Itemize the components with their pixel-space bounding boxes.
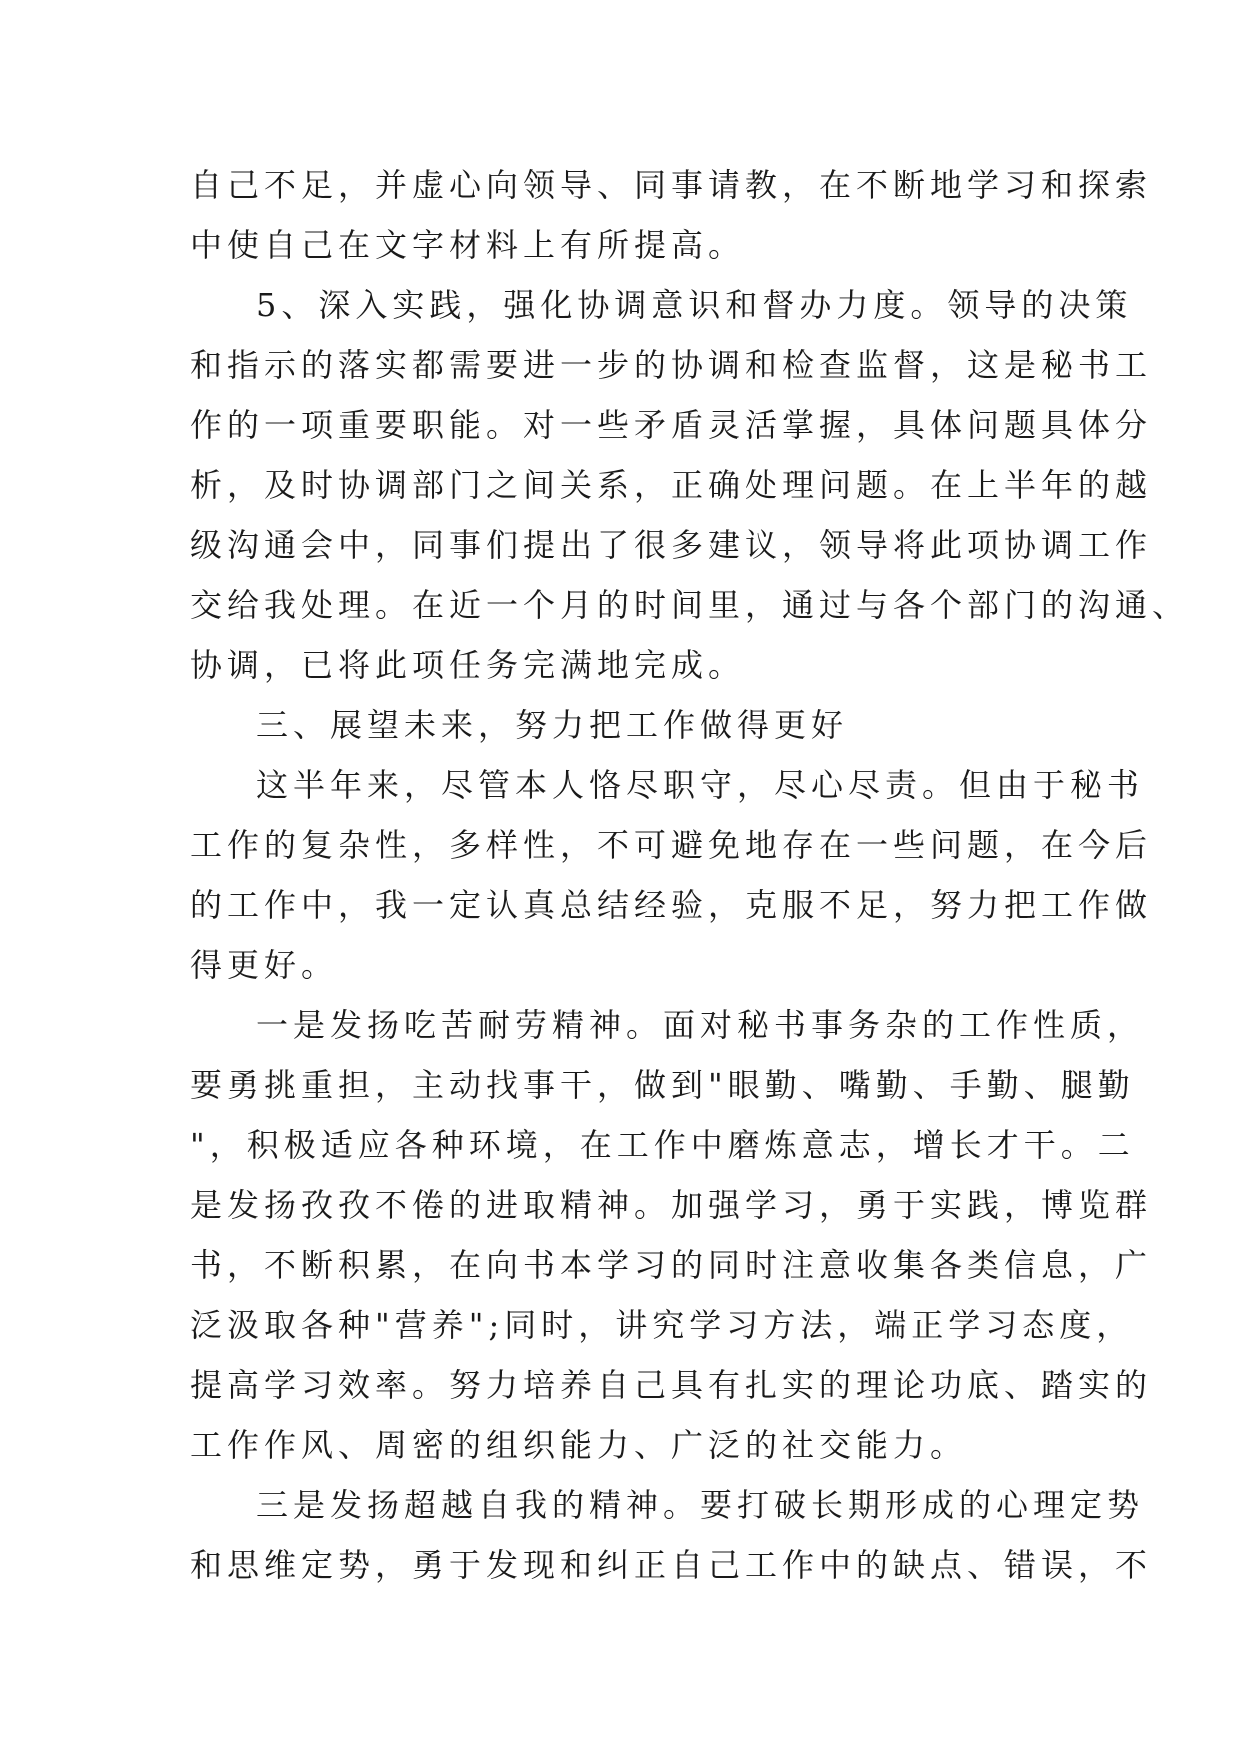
text-line: 一是发扬吃苦耐劳精神。面对秘书事务杂的工作性质， — [256, 1006, 1145, 1044]
text-line: 级沟通会中，同事们提出了很多建议，领导将此项协调工作 — [190, 526, 1153, 564]
document-body — [190, 155, 1190, 1595]
text-line: 和指示的落实都需要进一步的协调和检查监督，这是秘书工 — [190, 346, 1153, 384]
text-line: 三是发扬超越自我的精神。要打破长期形成的心理定势 — [256, 1486, 1145, 1524]
text-line: 交给我处理。在近一个月的时间里，通过与各个部门的沟通、 — [190, 586, 1190, 624]
text-line: 析，及时协调部门之间关系，正确处理问题。在上半年的越 — [190, 466, 1153, 504]
text-line: 工作的复杂性，多样性，不可避免地存在一些问题，在今后 — [190, 826, 1153, 864]
text-line: 中使自己在文字材料上有所提高。 — [190, 226, 746, 264]
text-line: 5、深入实践，强化协调意识和督办力度。领导的决策 — [256, 286, 1133, 324]
text-line: 书，不断积累，在向书本学习的同时注意收集各类信息，广 — [190, 1246, 1153, 1284]
text-line: 作的一项重要职能。对一些矛盾灵活掌握，具体问题具体分 — [190, 406, 1153, 444]
text-line: 得更好。 — [190, 946, 339, 984]
text-line: 协调，已将此项任务完满地完成。 — [190, 646, 746, 684]
text-line: 工作作风、周密的组织能力、广泛的社交能力。 — [190, 1426, 968, 1464]
text-line: 是发扬孜孜不倦的进取精神。加强学习，勇于实践，博览群 — [190, 1186, 1153, 1224]
text-line: "，积极适应各种环境，在工作中磨炼意志，增长才干。二 — [190, 1126, 1135, 1164]
text-line: 提高学习效率。努力培养自己具有扎实的理论功底、踏实的 — [190, 1366, 1153, 1404]
text-line: 泛汲取各种"营养";同时，讲究学习方法，端正学习态度， — [190, 1306, 1134, 1344]
text-line: 这半年来，尽管本人恪尽职守，尽心尽责。但由于秘书 — [256, 766, 1145, 804]
text-line: 自己不足，并虚心向领导、同事请教，在不断地学习和探索 — [190, 166, 1153, 204]
text-line: 的工作中，我一定认真总结经验，克服不足，努力把工作做 — [190, 886, 1153, 924]
section-heading: 三、展望未来，努力把工作做得更好 — [256, 706, 849, 744]
text-line: 和思维定势，勇于发现和纠正自己工作中的缺点、错误，不 — [190, 1546, 1153, 1584]
text-line: 要勇挑重担，主动找事干，做到"眼勤、嘴勤、手勤、腿勤 — [190, 1066, 1135, 1104]
